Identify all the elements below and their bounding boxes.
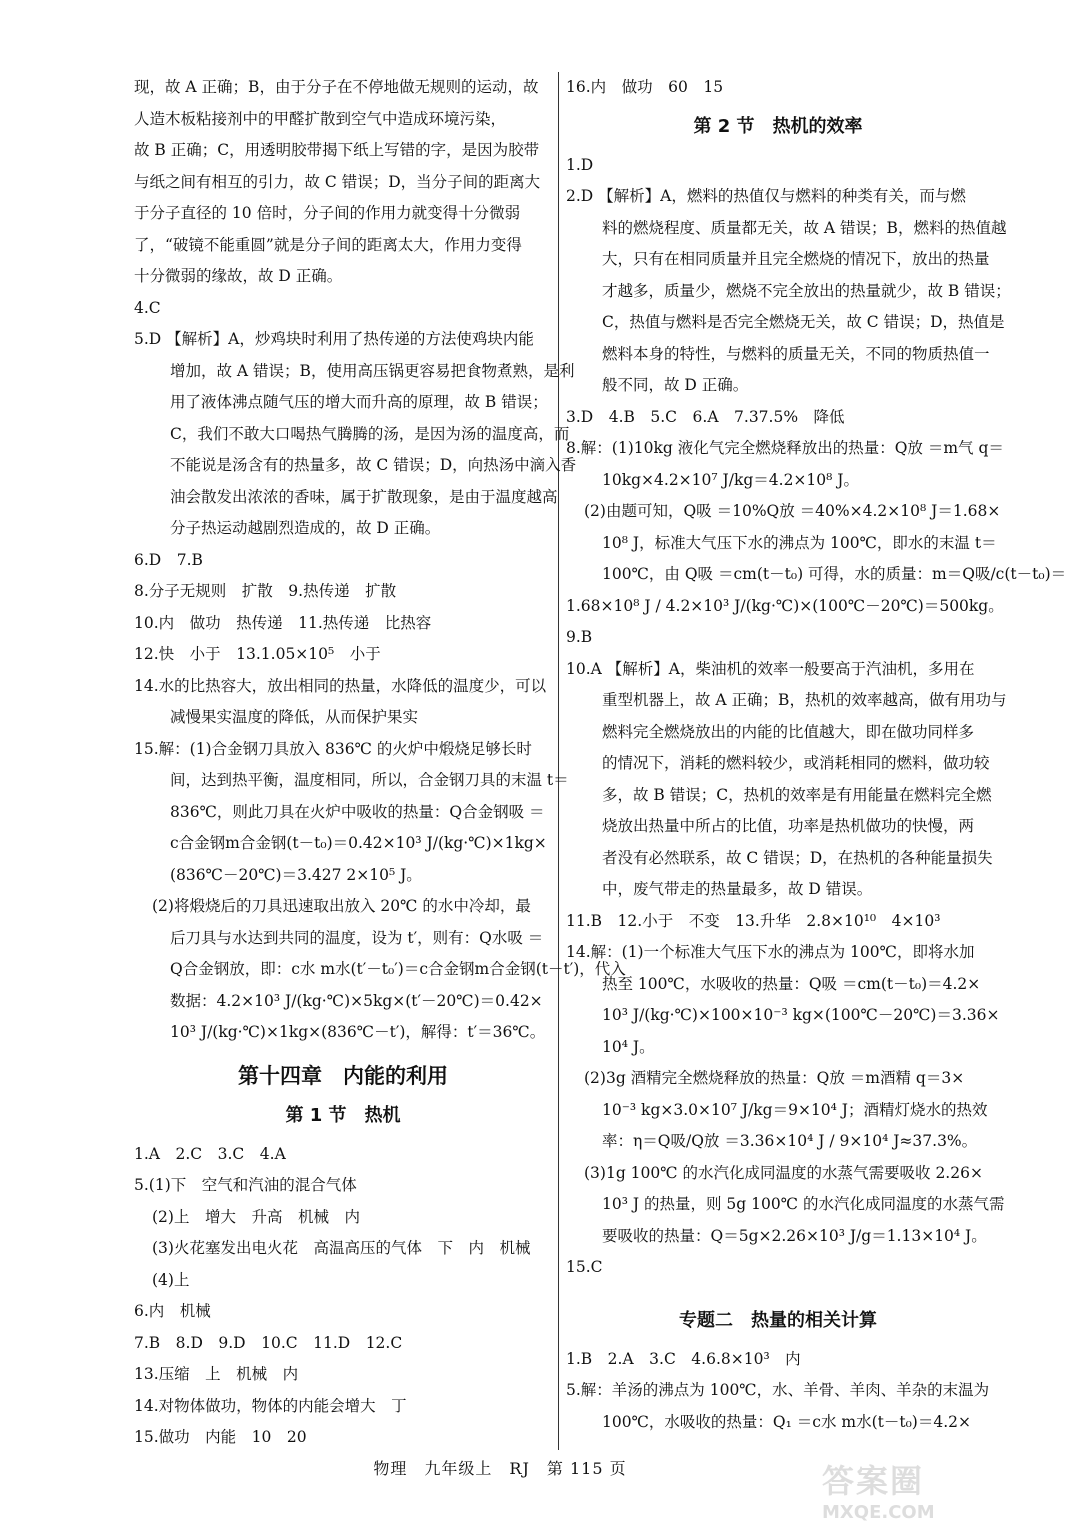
answer-block-section2 (566, 150, 1066, 1284)
answer-line: 5.(1)下 空气和汽油的混合气体 (134, 1176, 357, 1194)
answer-line: 燃料完全燃烧放出的内能的比值越大，即在做功同样多 (602, 722, 975, 741)
answer-line: 大，只有在相同质量并且完全燃烧的情况下，放出的热量 (602, 250, 990, 268)
section-title-heat-engine: 第 1 节 热机 (285, 1104, 401, 1126)
answer-line: (2)将煅烧后的刀具迅速取出放入 20℃ 的水中冷却，最 (152, 897, 531, 915)
answer-line: 10⁴ J。 (602, 1037, 655, 1056)
answer-line: 1.B 2.A 3.C 4.6.8×10³ 内 (566, 1349, 801, 1368)
answer-line: 8.解：(1)10kg 液化气完全燃烧释放出的热量：Q放 ＝m气 q＝ (566, 439, 1004, 457)
answer-line: 多，故 B 错误；C，热机的效率是有用能量在燃料完全燃 (602, 785, 992, 804)
column-divider (558, 72, 559, 1450)
answer-line: 减慢果实温度的降低，从而保护果实 (170, 708, 419, 726)
answer-line: 率：η＝Q吸/Q放 ＝3.36×10⁴ J / 9×10⁴ J≈37.3%。 (602, 1132, 978, 1150)
answer-block-topic2 (566, 1344, 990, 1439)
answer-line: (2)3g 酒精完全燃烧释放的热量：Q放 ＝m酒精 q＝3× (584, 1069, 965, 1087)
section-title-efficiency: 第 2 节 热机的效率 (693, 115, 863, 137)
answer-line: 11.B 12.小于 不变 13.升华 2.8×10¹⁰ 4×10³ (566, 911, 941, 930)
answer-line: 6.内 机械 (134, 1302, 211, 1320)
answer-line: 10kg×4.2×10⁷ J/kg＝4.2×10⁸ J。 (602, 470, 859, 489)
answer-line: 100℃，水吸收的热量：Q₁ ＝c水 m水(t－t₀)＝4.2× (602, 1412, 971, 1431)
answer-line: (3)1g 100℃ 的水汽化成同温度的水蒸气需要吸收 2.26× (584, 1163, 983, 1182)
answer-line: (2)由题可知，Q吸 ＝10%Q放 ＝40%×4.2×10⁸ J＝1.68× (584, 502, 1001, 520)
answer-line: 与纸之间有相互的引力，故 C 错误；D，当分子间的距离大 (134, 172, 541, 191)
chapter-title: 第十四章 内能的利用 (238, 1063, 448, 1088)
answer-line: 料的燃烧程度、质量都无关，故 A 错误；B，燃料的热值越 (602, 218, 1007, 237)
answer-line: 100℃，由 Q吸 ＝cm(t－t₀) 可得，水的质量：m＝Q吸/c(t－t₀)＝ (602, 565, 1066, 583)
answer-line: 4.C (134, 298, 161, 317)
answer-line: 10⁻³ kg×3.0×10⁷ J/kg＝9×10⁴ J；酒精灯烧水的热效 (602, 1100, 988, 1119)
answer-line: (2)上 增大 升高 机械 内 (152, 1207, 360, 1226)
answer-line: 要吸收的热量：Q＝5g×2.26×10³ J/g＝1.13×10⁴ J。 (602, 1226, 987, 1245)
answer-line: 2.D 【解析】A，燃料的热值仅与燃料的种类有关，而与燃 (566, 187, 966, 205)
answer-line: 不能说是汤含有的热量多，故 C 错误；D，向热汤中滴入香 (170, 456, 577, 474)
answer-line: 分子热运动越剧烈造成的，故 D 正确。 (170, 519, 441, 537)
answer-line: 5.解：羊汤的沸点为 100℃，水、羊骨、羊肉、羊杂的末温为 (566, 1381, 990, 1399)
answer-line: 重型机器上，故 A 正确；B，热机的效率越高，做有用功与 (602, 691, 1007, 709)
answer-line: 10³ J/(kg·℃)×1kg×(836℃－t′)，解得：t′＝36℃。 (170, 1023, 546, 1041)
answer-line: 15.解：(1)合金钢刀具放入 836℃ 的火炉中煅烧足够长时 (134, 739, 532, 758)
watermark-text: 答案圈 (822, 1462, 925, 1500)
right-column (566, 72, 1066, 1438)
answer-line: 现，故 A 正确；B，由于分子在不停地做无规则的运动，故 (134, 78, 539, 96)
answer-line: 才越多，质量少，燃烧不完全放出的热量就少，故 B 错误； (602, 281, 1011, 300)
answer-line: 10³ J 的热量，则 5g 100℃ 的水汽化成同温度的水蒸气需 (602, 1195, 1005, 1213)
answer-line: 836℃，则此刀具在火炉中吸收的热量：Q合金钢吸 ＝ (170, 802, 545, 821)
answer-line: 1.68×10⁸ J / 4.2×10³ J/(kg·℃)×(100℃－20℃)＝500kg。 (566, 596, 1004, 615)
answer-line: 1.D (566, 155, 594, 174)
answer-line: 者没有必然联系，故 C 错误；D，在热机的各种能量损失 (602, 848, 993, 867)
answer-line: 16.内 做功 60 15 (566, 78, 724, 96)
answer-line: Q合金钢放，即：c水 m水(t′－t₀′)＝c合金钢m合金钢(t－t′)，代入 (170, 960, 626, 978)
answer-line: 故 B 正确；C，用透明胶带揭下纸上写错的字，是因为胶带 (134, 141, 540, 159)
answer-block-section1 (134, 1139, 552, 1454)
answer-line: 间，达到热平衡，温度相同，所以，合金钢刀具的末温 t＝ (170, 771, 569, 789)
answer-line: 7.B 8.D 9.D 10.C 11.D 12.C (134, 1333, 403, 1352)
answer-line: 后刀具与水达到共同的温度，设为 t′，则有：Q水吸 ＝ (170, 928, 544, 947)
answer-line: 十分微弱的缘故，故 D 正确。 (134, 267, 343, 285)
answer-line: 中，废气带走的热量最多，故 D 错误。 (602, 880, 873, 898)
answer-line: 1.A 2.C 3.C 4.A (134, 1144, 286, 1163)
answer-line: 13.压缩 上 机械 内 (134, 1365, 299, 1383)
answer-line: 12.快 小于 13.1.05×10⁵ 小于 (134, 645, 381, 663)
answer-line: 油会散发出浓浓的香味，属于扩散现象，是由于温度越高 (170, 487, 558, 506)
answer-line: (3)火花塞发出电火花 高温高压的气体 下 内 机械 (152, 1239, 531, 1257)
page-footer: 物理 九年级上 RJ 第 115 页 (373, 1459, 627, 1478)
watermark-url: MXQE.COM (822, 1502, 935, 1523)
answer-line: 热至 100℃，水吸收的热量：Q吸 ＝cm(t－t₀)＝4.2× (602, 974, 981, 993)
answer-line: 5.D 【解析】A，炒鸡块时利用了热传递的方法使鸡块内能 (134, 330, 534, 348)
answer-line: C，我们不敢大口喝热气腾腾的汤，是因为汤的温度高，而 (170, 424, 570, 443)
watermark-logo (822, 1456, 982, 1523)
answer-line: C，热值与燃料是否完全燃烧无关，故 C 错误；D，热值是 (602, 313, 1005, 331)
answer-line: 9.B (566, 628, 593, 646)
answer-line: 10.内 做功 热传递 11.热传递 比热容 (134, 613, 432, 632)
answer-line: 的情况下，消耗的燃料较少，或消耗相同的燃料，做功较 (602, 754, 990, 772)
topic-title: 专题二 热量的相关计算 (679, 1309, 877, 1331)
answer-line: 烧放出热量中所占的比值，功率是热机做功的快慢，两 (602, 817, 975, 835)
answer-line: 增加，故 A 错误；B，使用高压锅更容易把食物煮熟，是利 (170, 361, 575, 380)
answer-line: 8.分子无规则 扩散 9.热传递 扩散 (134, 582, 397, 600)
answer-line: 数据：4.2×10³ J/(kg·℃)×5kg×(t′－20℃)＝0.42× (170, 991, 543, 1010)
answer-line: c合金钢m合金钢(t－t₀)＝0.42×10³ J/(kg·℃)×1kg× (170, 834, 547, 852)
answer-line: 3.D 4.B 5.C 6.A 7.37.5% 降低 (566, 407, 845, 426)
answer-line: 燃料本身的特性，与燃料的质量无关，不同的物质热值一 (602, 344, 990, 363)
answer-line: 了，“破镜不能重圆”就是分子间的距离太大，作用力变得 (134, 235, 522, 254)
answer-line: 10.A 【解析】A，柴油机的效率一般要高于汽油机，多用在 (566, 659, 975, 678)
answer-line: 14.水的比热容大，放出相同的热量，水降低的温度少，可以 (134, 676, 547, 695)
answer-line: 用了液体沸点随气压的增大而升高的原理，故 B 错误； (170, 393, 548, 411)
answer-line: 10³ J/(kg·℃)×100×10⁻³ kg×(100℃－20℃)＝3.36× (602, 1006, 1000, 1024)
answer-line: 14.解：(1)一个标准大气压下水的沸点为 100℃，即将水加 (566, 943, 975, 961)
answer-line: 15.C (566, 1258, 603, 1276)
answer-line: 般不同，故 D 正确。 (602, 376, 749, 394)
answer-line: (836℃－20℃)＝3.427 2×10⁵ J。 (170, 865, 422, 884)
answer-line: 14.对物体做功，物体的内能会增大 丁 (134, 1396, 407, 1415)
answer-line: 6.D 7.B (134, 550, 203, 569)
answer-line: 于分子直径的 10 倍时，分子间的作用力就变得十分微弱 (134, 204, 521, 222)
answer-line: (4)上 (152, 1270, 190, 1289)
answer-line: 人造木板粘接剂中的甲醛扩散到空气中造成环境污染， (134, 109, 507, 128)
answer-block-chapter13-tail (134, 72, 552, 293)
answer-line: 10⁸ J，标准大气压下水的沸点为 100℃，即水的末温 t＝ (602, 533, 997, 552)
answer-line: 15.做功 内能 10 20 (134, 1428, 307, 1446)
